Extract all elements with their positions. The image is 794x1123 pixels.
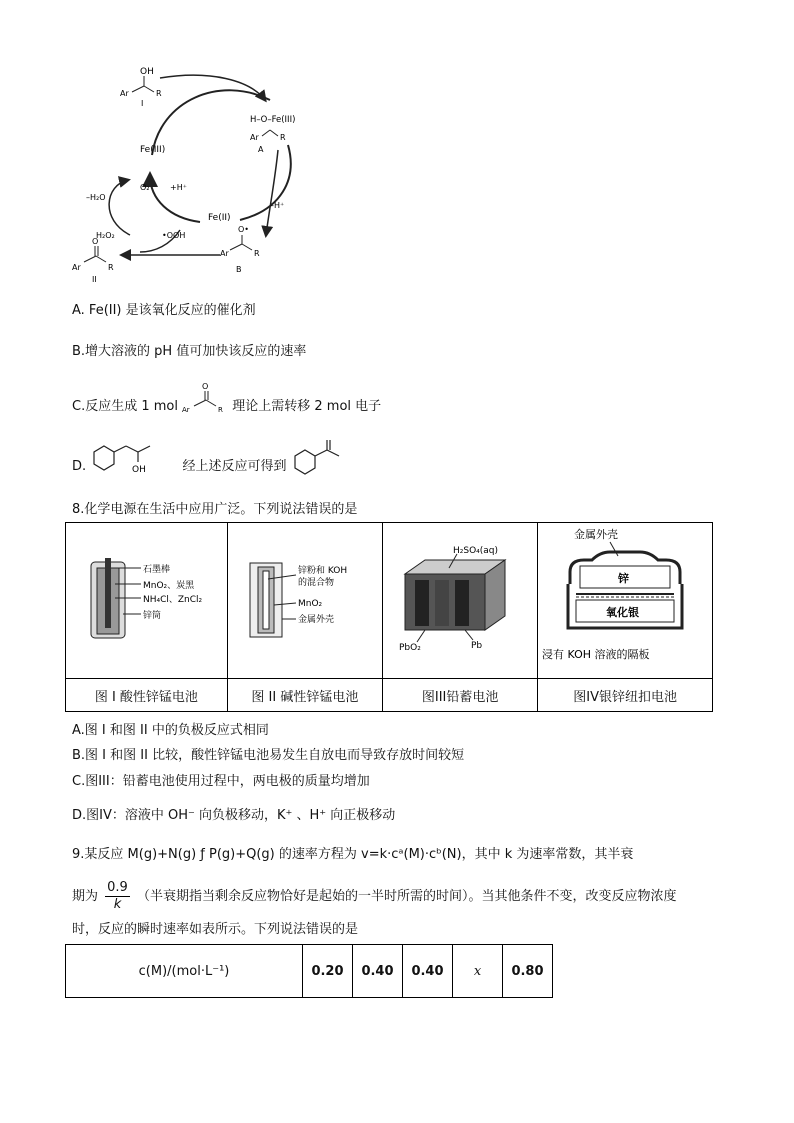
fraction-denominator: k: [113, 897, 122, 912]
label-ar-4: Ar: [72, 263, 81, 272]
label-o-ketone: O: [92, 237, 99, 246]
q8-option-a: A.图 I 和图 II 中的负极反应式相同: [72, 723, 269, 738]
q8-option-b: B.图 I 和图 II 比较，酸性锌锰电池易发生自放电而导致存放时间较短: [72, 748, 465, 763]
fig3-cell: [383, 523, 538, 679]
acid-zinc-mn-battery-figure: [71, 554, 221, 644]
alkaline-zinc-mn-battery-figure: [230, 549, 380, 649]
fig2-label-3: MnO₂: [297, 598, 323, 609]
q8-option-d: D.图IV：溶液中 OH⁻ 向负极移动，K⁺ 、H⁺ 向正极移动: [72, 808, 396, 823]
arrow-in: [160, 75, 265, 100]
fig1-label-2: MnO₂、炭黑: [143, 580, 195, 591]
svg-text:O: O: [202, 382, 209, 391]
label-oh: OH: [140, 67, 154, 77]
lead-acid-battery-figure: [385, 544, 535, 654]
q7-option-c-post: 理论上需转移 2 mol 电子: [232, 399, 382, 414]
svg-text:R: R: [218, 406, 223, 414]
ketone-structure: [182, 380, 228, 416]
label-ooh: •OOH: [162, 231, 186, 240]
fig4-label-2: 锌: [618, 571, 630, 585]
q8-stem: 8.化学电源在生活中应用广泛。下列说法错误的是: [72, 502, 358, 517]
q9-line-2-pre: 期为: [72, 889, 99, 904]
svg-text:Ar: Ar: [182, 406, 190, 414]
arrow-h2o: [109, 180, 130, 235]
label-ho-fe3: H–O–Fe(III): [250, 115, 296, 125]
fig4-label-3: 氧化银: [606, 605, 640, 619]
label-compound-ii: II: [92, 275, 97, 284]
acetophenone-structure: [291, 440, 351, 476]
label-ar-3: Ar: [220, 249, 229, 258]
alcohol-structure: [90, 440, 178, 476]
conc-value-4: x: [453, 945, 503, 998]
fig4-label-4: 浸有 KOH 溶液的隔板: [542, 647, 650, 661]
label-o-dot: O•: [238, 225, 250, 234]
alcohol-oh-label: OH: [132, 465, 147, 475]
label-r-2: R: [280, 133, 286, 142]
q9-line-1: 9.某反应 M(g)+N(g) ƒ P(g)+Q(g) 的速率方程为 v=k·cᵃ(M)·cᵇ(N)，其中 k 为速率常数，其半衰: [72, 847, 634, 862]
label-minus-h2o: –H₂O: [86, 193, 106, 202]
fig3-label-2: PbO₂: [399, 642, 421, 653]
q7-option-d: [72, 440, 351, 476]
conc-value-5: 0.80: [503, 945, 553, 998]
conc-value-2: 0.40: [353, 945, 403, 998]
fig3-label-3: Pb: [471, 640, 483, 651]
catalytic-cycle-diagram: [70, 60, 310, 290]
fig1-cell: [66, 523, 228, 679]
label-r-4: R: [108, 263, 114, 272]
fig2-caption: 图 II 碱性锌锰电池: [227, 679, 382, 712]
q7-option-d-pre: D.: [72, 459, 87, 474]
fig1-label-4: 锌筒: [143, 610, 162, 621]
fig4-caption: 图IV银锌纽扣电池: [538, 679, 713, 712]
label-r-1: R: [156, 89, 162, 98]
arrow-down-b: [266, 150, 278, 235]
concentration-table: [65, 944, 553, 998]
label-h-plus: +H⁺: [170, 183, 187, 192]
fig3-label-1: H₂SO₄(aq): [453, 545, 499, 556]
fig1-label-3: NH₄Cl、ZnCl₂: [143, 594, 203, 605]
q7-option-c: [72, 380, 381, 416]
fig4-cell: [538, 523, 713, 679]
q8-option-c: C.图III：铅蓄电池使用过程中，两电极的质量均增加: [72, 774, 370, 789]
q9-line-2: [72, 880, 677, 913]
fig1-label-1: 石墨棒: [143, 564, 171, 575]
fig2-label-4: 金属外壳: [297, 614, 334, 625]
fig2-cell: [227, 523, 382, 679]
battery-figure-table: [65, 522, 713, 712]
q7-option-b: B.增大溶液的 pH 值可加快该反应的速率: [72, 344, 307, 359]
label-compound-a: A: [258, 145, 264, 154]
fig3-caption: 图III铅蓄电池: [383, 679, 538, 712]
label-fe2: Fe(II): [208, 213, 231, 223]
fig2-label-1: 锌粉和 KOH: [297, 565, 347, 576]
label-minus-h: –H⁺: [270, 201, 285, 210]
fig1-caption: 图 I 酸性锌锰电池: [66, 679, 228, 712]
label-ar-1: Ar: [120, 89, 129, 98]
half-life-fraction: [105, 880, 130, 913]
fraction-numerator: 0.9: [107, 880, 128, 895]
fig4-label-1: 金属外壳: [574, 527, 619, 541]
label-ar-2: Ar: [250, 133, 259, 142]
q9-line-2-post: （半衰期指当剩余反应物恰好是起始的一半时所需的时间）。当其他条件不变，改变反应物浓度: [136, 889, 677, 904]
label-compound-b: B: [236, 265, 242, 274]
label-r-3: R: [254, 249, 260, 258]
conc-row-label: c(M)/(mol·L⁻¹): [66, 945, 303, 998]
conc-value-3: 0.40: [403, 945, 453, 998]
label-fe3-left: Fe(III): [140, 145, 166, 155]
q7-option-d-post: 经上述反应可得到: [182, 459, 287, 474]
label-h2o2: H₂O₂: [96, 231, 115, 240]
q7-option-a: A. Fe(II) 是该氧化反应的催化剂: [72, 303, 256, 318]
q9-line-3: 时，反应的瞬时速率如表所示。下列说法错误的是: [72, 922, 359, 937]
label-o2: O₂: [140, 183, 150, 192]
q7-option-c-pre: C.反应生成 1 mol: [72, 399, 178, 414]
silver-zinc-button-battery-figure: [540, 524, 710, 674]
label-compound-i: I: [141, 99, 144, 108]
conc-value-1: 0.20: [303, 945, 353, 998]
fig2-label-2: 的混合物: [297, 577, 334, 588]
